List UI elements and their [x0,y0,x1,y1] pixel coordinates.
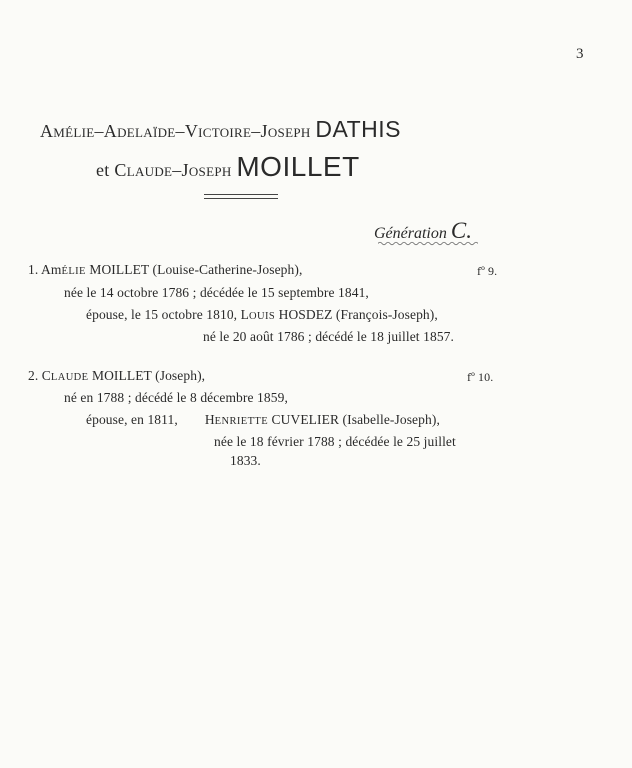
generation-letter: C. [450,218,472,243]
entry-1-birth-death: née le 14 octobre 1786 ; décédée le 15 septembre 1841, [64,285,369,300]
entry-1-spouse-birth-death: né le 20 août 1786 ; décédé le 18 juillet 1857. [203,329,455,344]
entry-2-name: MOILLET (Joseph), [91,368,206,383]
entry-2-name-line [28,368,205,384]
entry-2-number-initial: 2. C [28,368,51,383]
title-second-person: Claude–Joseph [114,160,232,180]
title-line-1 [40,116,401,143]
entry-1-name-line [28,262,302,278]
entry-1-spouse-prefix: épouse, le 15 octobre 1810, [86,307,238,322]
entry-1-spouse-line [86,307,438,323]
entry-2-spouse-given-rest: ENRIETTE [214,416,269,427]
entry-1-spouse-name: HOSDEZ (François-Joseph), [278,307,438,322]
entry-1-spouse-initial: L [240,307,250,322]
entry-1-spouse-given-rest: OUIS [249,311,276,322]
entry-1-name: MOILLET (Louise-Catherine-Joseph), [89,262,303,277]
generation-label: Génération [374,225,447,242]
entry-2-folio: fº 10. [467,370,494,384]
title-connector: et [96,160,110,180]
entry-2-spouse-birth-death: née le 18 février 1788 ; décédée le 25 juillet [214,434,456,449]
title-line-2 [96,151,360,183]
page-number: 3 [576,46,584,62]
entry-2-spouse-initial: H [204,412,215,427]
entry-2-spouse-line [86,412,440,428]
entry-2-given-name-rest: LAUDE [50,372,89,383]
entry-1-number-initial: 1. Am [28,262,62,277]
title-first-surname: DATHIS [315,116,401,142]
entry-2-spouse-name: CUVELIER (Isabelle-Joseph), [271,412,440,427]
generation-underline [378,241,478,246]
title-rule-lower [204,198,278,199]
entry-2-birth-death: né en 1788 ; décédé le 8 décembre 1859, [64,390,288,405]
title-rule-upper [204,194,278,195]
entry-1-given-name-rest: ÉLIE [61,266,86,277]
title-second-surname: MOILLET [236,151,360,182]
title-first-person: Amélie–Adelaïde–Victoire–Joseph [40,121,311,141]
entry-2-spouse-prefix: épouse, en 1811, [86,412,178,427]
entry-1-folio: fº 9. [477,264,498,278]
entry-2-spouse-death-year: 1833. [230,453,261,468]
